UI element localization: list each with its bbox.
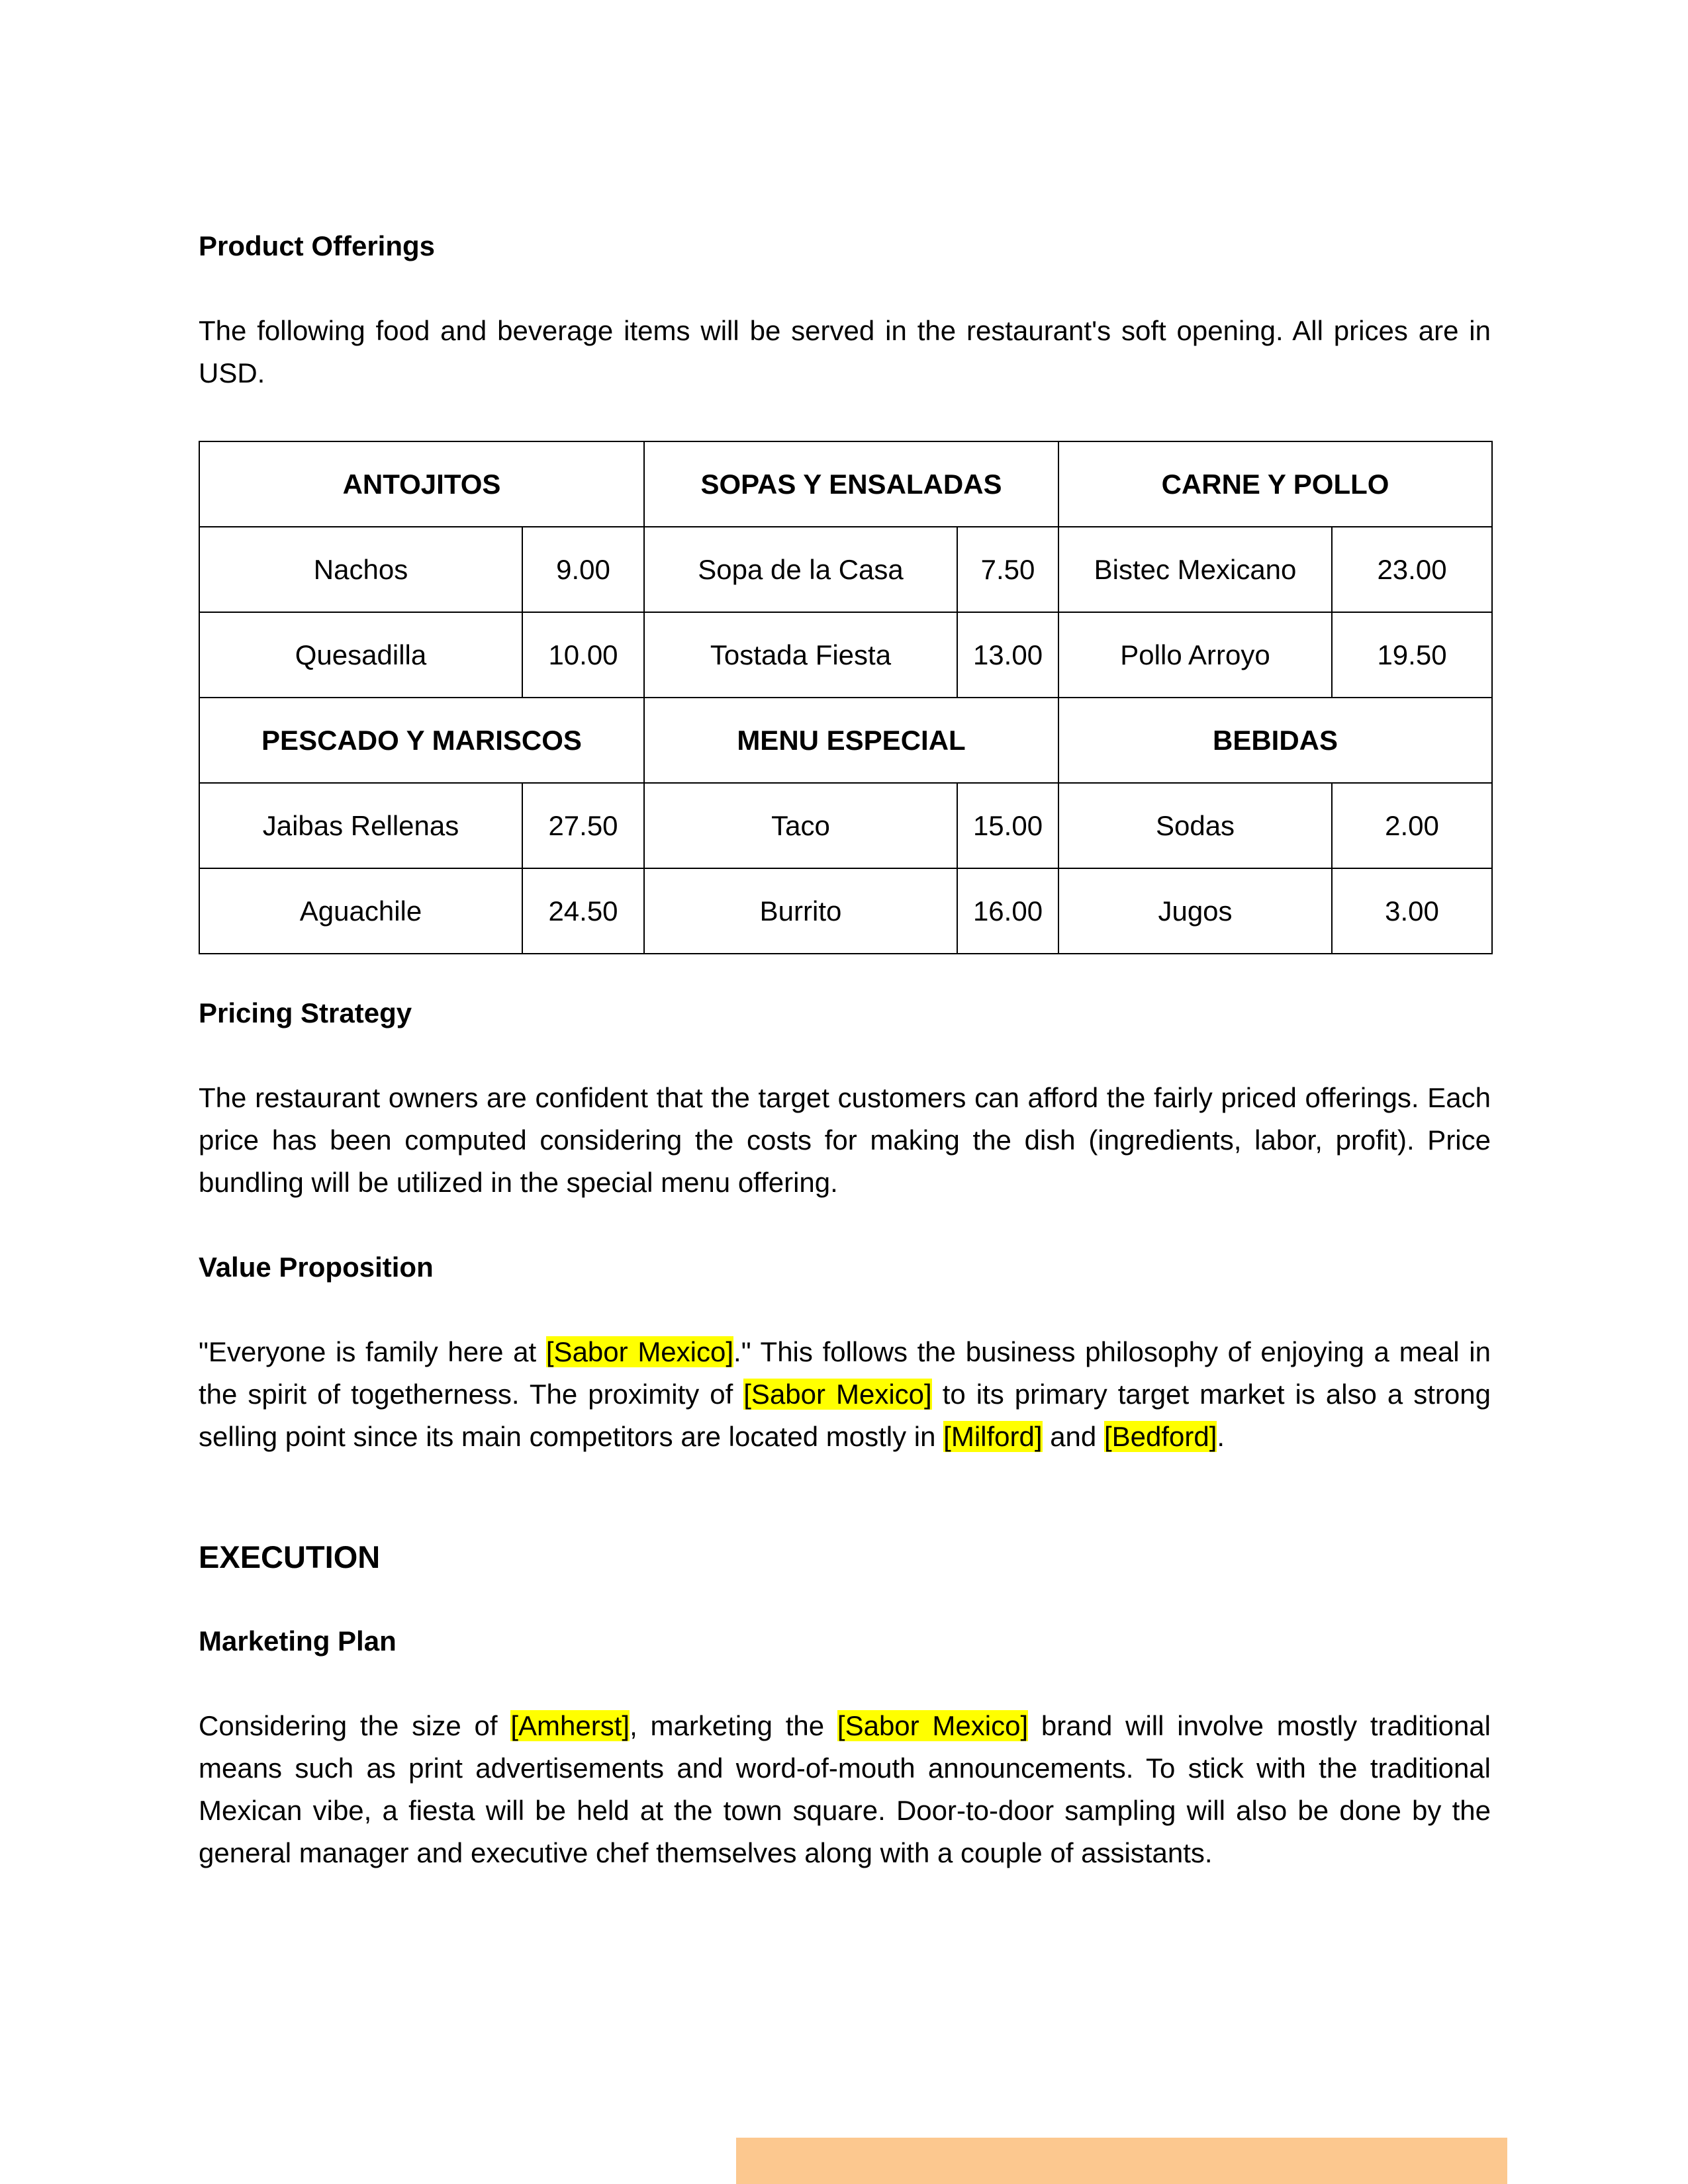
menu-item-name: Quesadilla bbox=[199, 612, 522, 698]
menu-item-name: Jugos bbox=[1058, 868, 1332, 954]
text-run: . bbox=[1217, 1421, 1225, 1452]
marketing-plan-text bbox=[199, 1705, 1491, 1874]
menu-item-price: 10.00 bbox=[522, 612, 644, 698]
menu-item-price: 2.00 bbox=[1332, 783, 1492, 868]
text-run: to its primary target market is also a strong selling point since its main competitors are located mostly in bbox=[199, 1379, 1491, 1452]
text-run: and bbox=[1042, 1421, 1104, 1452]
menu-item-name: Bistec Mexicano bbox=[1058, 527, 1332, 612]
menu-item-name: Burrito bbox=[644, 868, 957, 954]
menu-item-price: 19.50 bbox=[1332, 612, 1492, 698]
menu-item-name: Tostada Fiesta bbox=[644, 612, 957, 698]
menu-item-price: 9.00 bbox=[522, 527, 644, 612]
menu-item-price: 23.00 bbox=[1332, 527, 1492, 612]
menu-item-price: 13.00 bbox=[957, 612, 1058, 698]
marketing-plan-heading: Marketing Plan bbox=[199, 1625, 397, 1657]
menu-category-carne: CARNE Y POLLO bbox=[1058, 441, 1492, 527]
text-run: , marketing the bbox=[630, 1710, 837, 1741]
placeholder-highlight: [Milford] bbox=[943, 1421, 1043, 1452]
pricing-strategy-text: The restaurant owners are confident that the target customers can afford the fairly priced offerings. Each price has been computed considering the costs for making the dish (ingredients, labor, profit). Price bundling will be utilized in the special menu offering. bbox=[199, 1082, 1491, 1198]
pricing-strategy-heading: Pricing Strategy bbox=[199, 997, 412, 1028]
menu-item-row bbox=[199, 612, 1492, 698]
value-proposition-heading: Value Proposition bbox=[199, 1251, 434, 1283]
menu-item-name: Pollo Arroyo bbox=[1058, 612, 1332, 698]
menu-category-row bbox=[199, 441, 1492, 527]
menu-item-name: Jaibas Rellenas bbox=[199, 783, 522, 868]
menu-item-row bbox=[199, 868, 1492, 954]
menu-item-price: 24.50 bbox=[522, 868, 644, 954]
placeholder-highlight: [Sabor Mexico] bbox=[837, 1710, 1029, 1741]
menu-item-price: 15.00 bbox=[957, 783, 1058, 868]
product-offerings-heading: Product Offerings bbox=[199, 230, 436, 261]
placeholder-highlight: [Sabor Mexico] bbox=[743, 1379, 932, 1410]
menu-category-pescado: PESCADO Y MARISCOS bbox=[199, 698, 644, 783]
menu-category-sopas: SOPAS Y ENSALADAS bbox=[644, 441, 1058, 527]
product-offerings-intro: The following food and beverage items will be served in the restaurant's soft opening. All prices are in USD. bbox=[199, 315, 1491, 388]
menu-item-price: 16.00 bbox=[957, 868, 1058, 954]
menu-item-name: Sopa de la Casa bbox=[644, 527, 957, 612]
menu-category-bebidas: BEBIDAS bbox=[1058, 698, 1492, 783]
menu-table bbox=[199, 441, 1493, 954]
menu-item-name: Sodas bbox=[1058, 783, 1332, 868]
menu-item-name: Nachos bbox=[199, 527, 522, 612]
menu-category-especial: MENU ESPECIAL bbox=[644, 698, 1058, 783]
text-run: ." This follows the business philosophy of enjoying a meal in the spirit of togetherness. The proximity of bbox=[199, 1336, 1491, 1410]
menu-item-price: 7.50 bbox=[957, 527, 1058, 612]
menu-category-antojitos: ANTOJITOS bbox=[199, 441, 644, 527]
text-run: "Everyone is family here at bbox=[199, 1336, 546, 1367]
text-run: brand will involve mostly traditional means such as print advertisements and word-of-mouth announcements. To stick with the traditional Mexican vibe, a fiesta will be held at the town square. Door-to-door sampling will also be done by the general manager and executive chef themselves along with a couple of assistants. bbox=[199, 1710, 1491, 1868]
menu-category-row bbox=[199, 698, 1492, 783]
menu-item-row bbox=[199, 527, 1492, 612]
text-run: Considering the size of bbox=[199, 1710, 511, 1741]
document-content bbox=[199, 225, 1491, 1874]
menu-item-name: Aguachile bbox=[199, 868, 522, 954]
footer-decorative-bar bbox=[736, 2138, 1507, 2184]
menu-item-price: 3.00 bbox=[1332, 868, 1492, 954]
value-proposition-text bbox=[199, 1331, 1491, 1458]
menu-item-row bbox=[199, 783, 1492, 868]
execution-title: EXECUTION bbox=[199, 1539, 381, 1574]
menu-item-price: 27.50 bbox=[522, 783, 644, 868]
menu-item-name: Taco bbox=[644, 783, 957, 868]
placeholder-highlight: [Sabor Mexico] bbox=[545, 1336, 734, 1367]
placeholder-highlight: [Amherst] bbox=[510, 1710, 630, 1741]
placeholder-highlight: [Bedford] bbox=[1103, 1421, 1217, 1452]
